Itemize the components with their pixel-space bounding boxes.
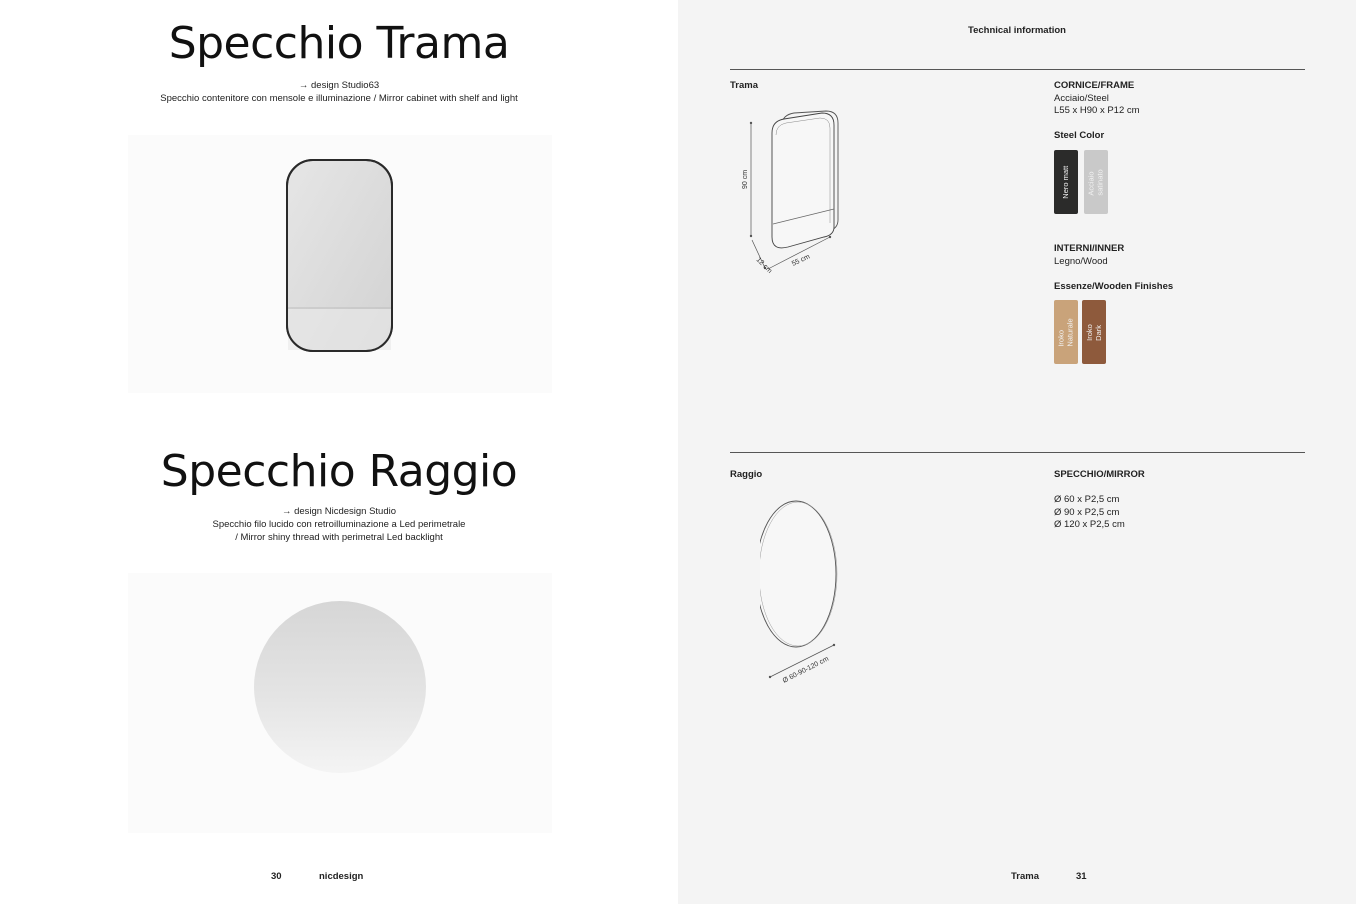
inner-heading: INTERNI/INNER [1054, 243, 1125, 254]
steel-color-heading-wrap [1054, 130, 1304, 143]
swatch-label-line: Iroko [1056, 329, 1066, 347]
swatch-label-line: Dark [1093, 324, 1102, 341]
frame-heading: CORNICE/FRAME [1054, 80, 1135, 91]
trama-width-dim: 55 cm [790, 253, 812, 268]
swatch-nero-matt [1054, 150, 1078, 214]
mirror-heading: SPECCHIO/MIRROR [1054, 469, 1145, 480]
raggio-description-line1: Specchio filo lucido con retroilluminazione a Led perimetrale [212, 519, 466, 530]
swatch-label-line: satinato [1095, 168, 1104, 196]
section-divider [730, 69, 1305, 70]
swatch-label-line: Acciaio [1086, 170, 1096, 196]
raggio-technical-drawing [760, 495, 870, 695]
trama-description: Specchio contenitore con mensole e illuminazione / Mirror cabinet with shelf and light [160, 93, 518, 104]
trama-frame-specs [1054, 80, 1304, 118]
right-page-number: 31 [1076, 871, 1087, 882]
left-page-number: 30 [271, 871, 282, 882]
swatch-label-line: Iroko [1084, 323, 1094, 341]
footer-brand: nicdesign [319, 871, 364, 882]
raggio-diameter-dim: Ø 60-90-120 cm [781, 655, 830, 685]
raggio-product-photo [128, 573, 552, 833]
trama-designer: → design Studio63 [298, 80, 380, 91]
footer-product-label: Trama [1011, 871, 1039, 882]
trama-technical-drawing [730, 105, 870, 280]
wood-finishes-heading: Essenze/Wooden Finishes [1054, 281, 1174, 292]
trama-product-photo [128, 135, 552, 393]
frame-material: Acciaio/Steel [1054, 92, 1109, 104]
raggio-description-line2: / Mirror shiny thread with perimetral Led backlight [235, 532, 443, 543]
swatch-label-line: Naturale [1065, 317, 1075, 347]
swatch-acciaio-satinato [1084, 150, 1108, 214]
trama-section-label: Trama [730, 80, 758, 91]
raggio-designer: → design Nicdesign Studio [281, 506, 397, 517]
raggio-section-label: Raggio [730, 469, 763, 480]
mirror-size: Ø 120 x P2,5 cm [1054, 519, 1125, 530]
trama-height-dim: 90 cm [742, 169, 749, 189]
steel-color-heading: Steel Color [1054, 130, 1105, 141]
swatch-label-line: Nero matt [1060, 165, 1070, 199]
swatch-iroko-dark [1082, 300, 1106, 364]
trama-inner-specs [1054, 243, 1304, 268]
trama-depth-dim: 12 cm [754, 256, 774, 275]
mirror-size: Ø 60 x P2,5 cm [1054, 494, 1120, 505]
right-page [678, 0, 1356, 904]
trama-title: Specchio Trama [168, 18, 510, 69]
technical-information-heading: Technical information [967, 25, 1066, 36]
swatch-iroko-naturale [1054, 300, 1078, 364]
mirror-size: Ø 90 x P2,5 cm [1054, 506, 1120, 518]
raggio-title: Specchio Raggio [160, 446, 518, 497]
wood-finishes-heading-wrap [1054, 281, 1304, 294]
frame-size: L55 x H90 x P12 cm [1054, 105, 1140, 116]
inner-material: Legno/Wood [1054, 255, 1108, 267]
section-divider [730, 452, 1305, 453]
raggio-mirror-specs [1054, 469, 1304, 532]
